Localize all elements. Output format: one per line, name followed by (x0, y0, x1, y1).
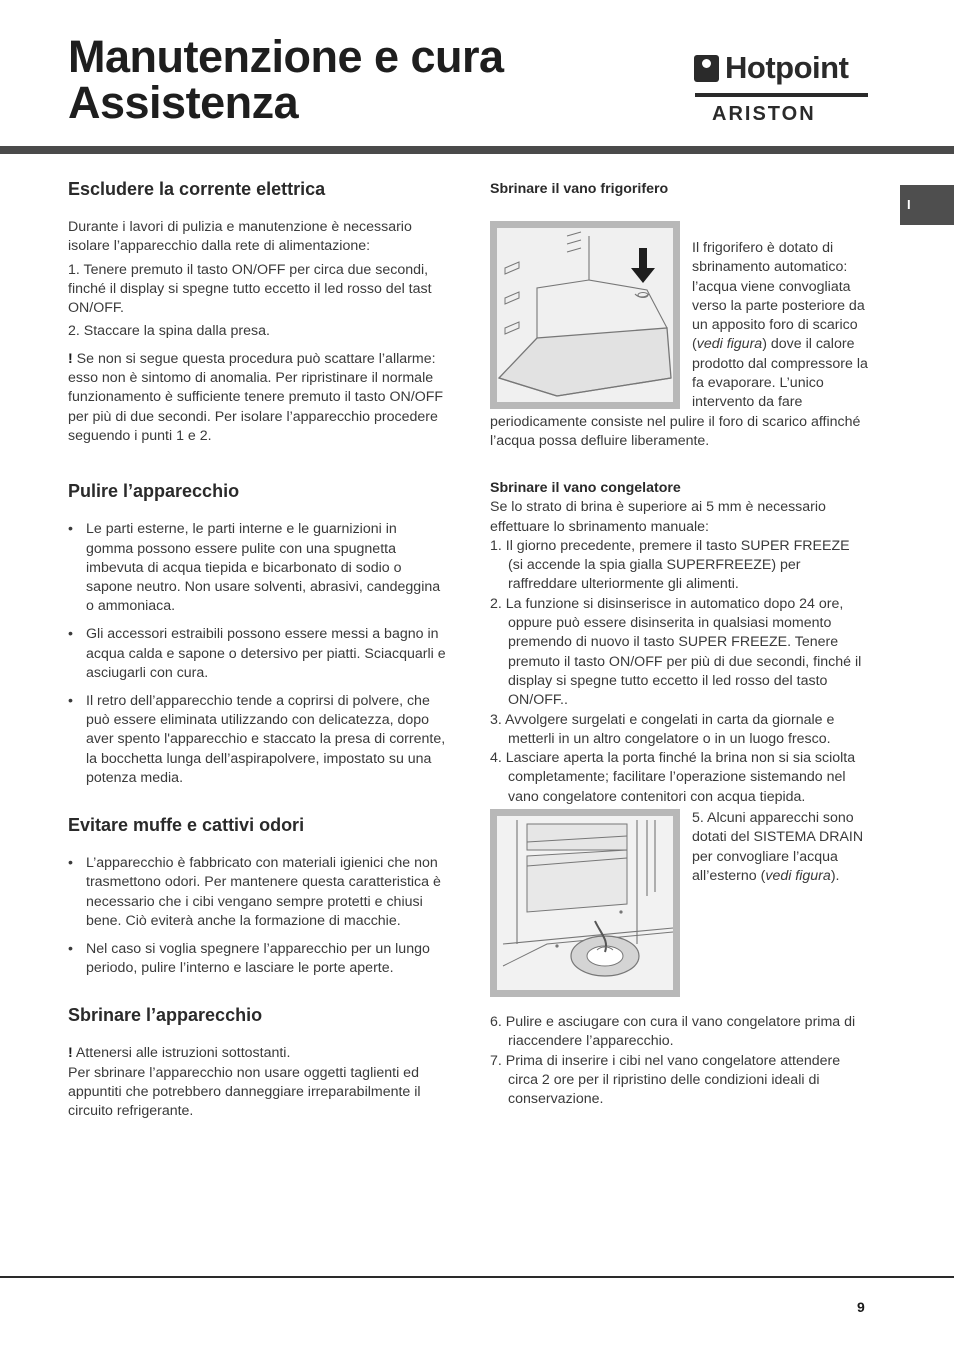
text-run-italic: vedi figura (696, 336, 763, 353)
section-odors (68, 814, 446, 978)
list-item: 7. Prima di inserire i cibi nel vano congelatore attendere circa 2 ore per il ripristino delle condizioni ideali di conservazione. (490, 1052, 841, 1108)
fridge-drain-figure (490, 221, 680, 409)
drain-system-figure (490, 809, 680, 997)
brand-logo (694, 52, 870, 126)
warning-text: Se non si segue questa procedura può scattare l’allarme: esso non è sintomo di anomalia. Per ripristinare il normale funzionamento è sufficiente tenere premuto il tasto ON/OFF per più di due secondi. Per isolare l’apparecchio procedere seguendo i punti 1 e 2. (68, 350, 444, 444)
paragraph: 1. Tenere premuto il tasto ON/OFF per circa due secondi, finché il display si spegne tutto eccetto il led rosso del tast ON/OFF. (68, 261, 432, 317)
list-item: 4. Lasciare aperta la porta finché la brina non si sia sciolta completamente; facilitare l’operazione sistemando nel vano congelatore contenitori con acqua tiepida. (490, 750, 856, 805)
section-heading: Pulire l’apparecchio (68, 481, 240, 502)
step-list (490, 537, 868, 807)
warning-paragraph (68, 350, 446, 446)
list-item: 3. Avvolgere surgelati e congelati in carta da giornale e metterli in un altro congelatore o in un luogo fresco. (490, 711, 835, 747)
bullet-list (68, 854, 446, 978)
list-item: 6. Pulire e asciugare con cura il vano congelatore prima di riaccendere l’apparecchio. (490, 1014, 856, 1050)
warning-mark: ! (68, 1045, 73, 1062)
bullet-list (68, 520, 446, 788)
text-run: 5. Alcuni apparecchi sono dotati del SISTEMA DRAIN per convogliare l’acqua all’esterno ( (692, 810, 864, 884)
logo-badge-icon (694, 55, 719, 82)
list-item: • Gli accessori estraibili possono essere messi a bagno in acqua calda e sapone o detersivo per piatti. Sciacquarli e asciugarli con cura. (68, 625, 446, 683)
paragraph: Durante i lavori di pulizia e manutenzione è necessario isolare l’apparecchio dalla rete di alimentazione: (68, 219, 412, 255)
logo-mark-row (694, 52, 848, 84)
right-column (490, 180, 868, 1110)
list-item: • Il retro dell’apparecchio tende a coprirsi di polvere, che può essere eliminata utilizzando con delicatezza, dopo aver spento l'apparecchio e staccato la presa di corrente, la bocchetta lunga dell’aspirapolvere, impostato su una potenza media. (68, 692, 446, 788)
title-line-1: Manutenzione e cura (68, 31, 504, 82)
section-fridge-defrost (490, 180, 868, 451)
text-run: ) dove il calore prodotto dal compressore la fa evaporare. L’unico intervento da fare periodicamente consiste nel pulire il foro di scarico affinché l’acqua possa defluire liberamente. (490, 336, 868, 449)
section-defrost (68, 1004, 446, 1121)
section-heading: Evitare muffe e cattivi odori (68, 815, 305, 836)
warning-paragraph (68, 1044, 446, 1063)
subsection-heading: Sbrinare il vano congelatore (490, 480, 681, 497)
fridge-drain-illustration (497, 228, 673, 402)
page-number: 9 (857, 1299, 865, 1315)
text-run: ). (830, 867, 840, 884)
drain-system-illustration (497, 816, 673, 990)
title-line-2: Assistenza (68, 77, 299, 128)
text-run: Il frigorifero è dotato di sbrinamento automatico: l’acqua viene convogliata verso la parte posteriore da un apposito foro di scarico ( (692, 240, 865, 353)
paragraph: 2. Staccare la spina dalla presa. (68, 323, 270, 340)
section-power (68, 178, 446, 446)
list-item: • Le parti esterne, le parti interne e le guarnizioni in gomma possono essere pulite con una spugnetta imbevuta di acqua tiepida e bicarbonato di sodio o sapone neutro. Non usare solventi, abrasivi, candeggina o ammoniaca. (68, 520, 446, 616)
section-freezer-defrost (490, 479, 868, 1109)
left-column (68, 178, 446, 1122)
list-item: • L’apparecchio è fabbricato con materiali igienici che non trasmettono odori. Per mantenere questa caratteristica è necessario che i cibi vengano sempre protetti e chiusi bene. Ciò eviterà anche la formazione di macchie. (68, 854, 446, 931)
footer-rule (0, 1276, 954, 1278)
logo-divider (695, 93, 868, 97)
warning-mark: ! (68, 350, 73, 367)
warning-text: Attenersi alle istruzioni sottostanti. (72, 1045, 291, 1062)
step-list (490, 1013, 868, 1109)
section-heading: Escludere la corrente elettrica (68, 179, 326, 199)
page-title (68, 31, 504, 128)
paragraph: Per sbrinare l’apparecchio non usare oggetti taglienti ed appuntiti che potrebbero danneggiare irreparabilmente il circuito refrigerante. (68, 1064, 421, 1120)
text-run-italic: vedi figura (765, 867, 831, 884)
list-item: • Nel caso si voglia spegnere l’apparecchio per un lungo periodo, pulire l’interno e lasciare le porte aperte. (68, 940, 446, 979)
section-heading: Sbrinare l’apparecchio (68, 1005, 263, 1026)
subsection-heading: Sbrinare il vano frigorifero (490, 181, 669, 197)
language-tab: I (900, 185, 954, 225)
list-item: 2. La funzione si disinserisce in automatico dopo 24 ore, oppure può essere disinserita in qualsiasi momento premendo di nuovo il tasto SUPER FREEZE. Tenere premuto il tasto ON/OFF per più di due secondi, finché il display si spegne tutto eccetto il led rosso del tasto ON/OFF.. (490, 595, 862, 709)
paragraph: Se lo strato di brina è superiore ai 5 mm è necessario effettuare lo sbrinamento manuale: (490, 499, 826, 535)
logo-brand-text: Hotpoint (725, 50, 849, 85)
list-item: 1. Il giorno precedente, premere il tasto SUPER FREEZE (si accende la spia gialla SUPERFREEZE) per raffreddare ulteriormente gli alimenti. (490, 537, 850, 593)
section-cleaning (68, 480, 446, 788)
logo-sub-text: ARISTON (712, 103, 816, 125)
header-rule (0, 146, 954, 154)
